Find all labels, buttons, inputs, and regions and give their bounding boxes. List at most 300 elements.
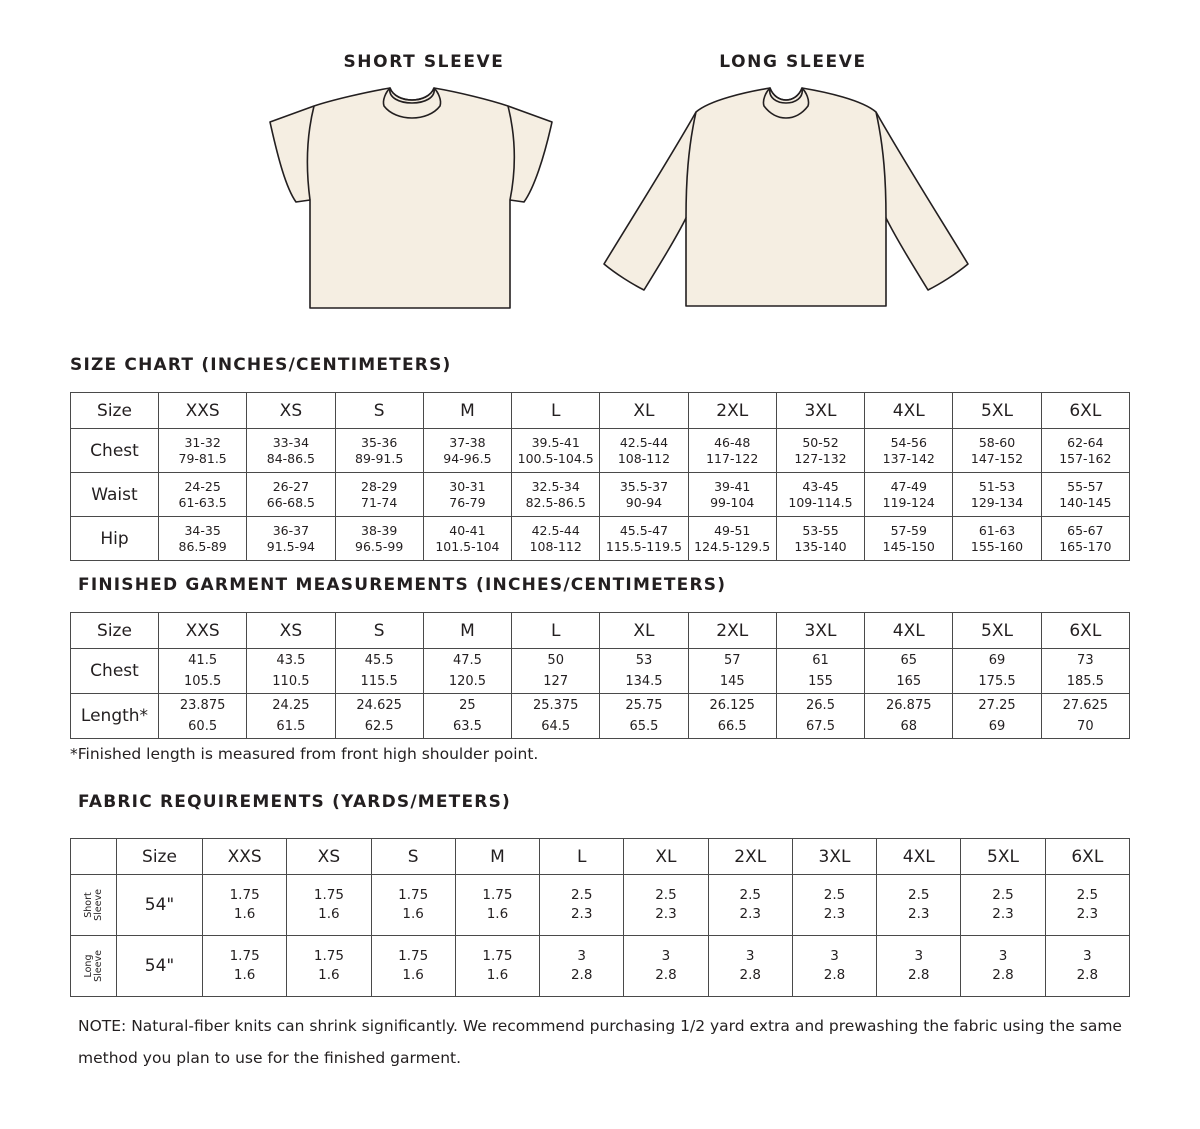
inches-value: 46-48 — [714, 434, 751, 450]
cm-value: 135-140 — [794, 538, 847, 554]
inches-value: 57 — [723, 653, 741, 668]
measurement-cell — [953, 517, 1041, 561]
yards-value: 2.5 — [823, 887, 846, 903]
size-column-header: 3XL — [792, 839, 876, 875]
size-column-header: XL — [600, 393, 688, 429]
size-column-header: XL — [624, 839, 708, 875]
short-sleeve-label: SHORT SLEEVE — [343, 52, 505, 72]
long-sleeve-label: LONG SLEEVE — [719, 52, 867, 72]
fabric-amount-cell — [624, 875, 708, 936]
inches-value: 34-35 — [184, 522, 221, 538]
cm-value: 90-94 — [625, 494, 663, 510]
yards-value: 1.75 — [398, 948, 429, 964]
measurement-cell — [159, 429, 247, 473]
inches-value: 61 — [812, 653, 829, 668]
inches-value: 53-55 — [802, 522, 839, 538]
finished-length-footnote: *Finished length is measured from front high shoulder point. — [70, 745, 539, 763]
measurement-cell — [423, 649, 511, 694]
measurement-label: Hip — [71, 517, 159, 561]
inches-value: 57-59 — [890, 522, 927, 538]
measurement-cell — [688, 429, 776, 473]
size-column-header: XS — [247, 393, 335, 429]
size-chart-row — [71, 473, 1130, 517]
inches-value: 33-34 — [272, 434, 310, 450]
measurement-cell — [247, 517, 335, 561]
cm-value: 127 — [543, 674, 569, 689]
cm-value: 155-160 — [970, 538, 1024, 554]
size-column-header: XXS — [203, 839, 287, 875]
measurement-cell — [247, 473, 335, 517]
cm-value: 120.5 — [448, 674, 487, 689]
measurement-label: Chest — [71, 649, 159, 694]
fabric-amount-cell — [877, 875, 961, 936]
finished-garment-table — [70, 612, 1130, 739]
measurement-cell — [512, 649, 600, 694]
size-column-header: L — [512, 393, 600, 429]
yards-value: 3 — [661, 948, 671, 964]
measurement-cell — [247, 429, 335, 473]
inches-value: 43-45 — [802, 478, 839, 494]
size-column-header: XXS — [159, 613, 247, 649]
inches-value: 42.5-44 — [531, 522, 580, 538]
measurement-cell — [688, 473, 776, 517]
meters-value: 2.3 — [992, 906, 1014, 922]
cm-value: 155 — [808, 674, 833, 689]
size-column-header: S — [335, 393, 423, 429]
fabric-amount-cell — [1045, 875, 1129, 936]
yards-value: 3 — [577, 948, 586, 964]
fabric-amount-cell — [371, 875, 455, 936]
cm-value: 62.5 — [364, 719, 394, 734]
sleeve-type-label — [83, 889, 103, 921]
meters-value: 2.3 — [1076, 906, 1099, 922]
inches-value: 26-27 — [272, 478, 310, 494]
measurement-cell — [159, 694, 247, 739]
measurement-cell — [423, 694, 511, 739]
cm-value: 79-81.5 — [178, 450, 227, 466]
fabric-amount-cell — [708, 936, 792, 997]
inches-value: 26.125 — [709, 698, 755, 713]
cm-value: 63.5 — [452, 719, 482, 734]
measurement-cell — [953, 429, 1041, 473]
inches-value: 31-32 — [184, 434, 221, 450]
measurement-cell — [335, 429, 423, 473]
cm-value: 82.5-86.5 — [525, 494, 586, 510]
measurement-cell — [865, 694, 953, 739]
size-column-header: XXS — [159, 393, 247, 429]
measurement-cell — [1041, 649, 1129, 694]
cm-value: 86.5-89 — [178, 538, 227, 554]
measurement-cell — [423, 429, 511, 473]
size-column-header: M — [423, 393, 511, 429]
fabric-amount-cell — [203, 936, 287, 997]
measurement-cell — [335, 694, 423, 739]
fabric-amount-cell — [287, 936, 371, 997]
size-column-header: 3XL — [776, 393, 864, 429]
measurement-cell — [335, 517, 423, 561]
inches-value: 27.625 — [1062, 698, 1109, 713]
measurement-cell — [865, 429, 953, 473]
size-chart-row — [71, 517, 1130, 561]
inches-value: 50-52 — [802, 434, 839, 450]
inches-value: 25.375 — [532, 698, 579, 713]
measurement-cell — [688, 649, 776, 694]
inches-value: 39.5-41 — [531, 434, 580, 450]
cm-value: 101.5-104 — [435, 538, 500, 554]
fabric-amount-cell — [708, 875, 792, 936]
meters-value: 1.6 — [318, 906, 340, 922]
fabric-amount-cell — [792, 936, 876, 997]
meters-value: 2.8 — [1076, 967, 1099, 983]
cm-value: 127-132 — [794, 450, 847, 466]
measurement-cell — [776, 649, 864, 694]
cm-value: 94-96.5 — [443, 450, 492, 466]
size-column-header: 5XL — [953, 393, 1041, 429]
cm-value: 67.5 — [806, 719, 835, 734]
fabric-requirements-table — [70, 838, 1130, 997]
inches-value: 51-53 — [978, 478, 1016, 494]
fabric-amount-cell — [877, 936, 961, 997]
measurement-cell — [776, 517, 864, 561]
sleeve-type-line2: Sleeve — [92, 949, 104, 982]
inches-value: 23.875 — [179, 698, 226, 713]
size-column-header: S — [371, 839, 455, 875]
inches-value: 40-41 — [449, 522, 486, 538]
size-column-header: 6XL — [1045, 839, 1129, 875]
cm-value: 140-145 — [1059, 494, 1112, 510]
measurement-cell — [953, 649, 1041, 694]
short-sleeve-tee-illustration — [262, 78, 562, 314]
meters-value: 1.6 — [233, 967, 256, 983]
inches-value: 24-25 — [184, 478, 221, 494]
size-header-cell: Size — [117, 839, 203, 875]
measurement-cell — [776, 473, 864, 517]
cm-value: 96.5-99 — [355, 538, 404, 554]
yards-value: 3 — [745, 948, 755, 964]
fabric-amount-cell — [792, 875, 876, 936]
meters-value: 1.6 — [486, 967, 509, 983]
measurement-label: Length* — [71, 694, 159, 739]
sleeve-type-cell — [71, 875, 117, 936]
finished-header-row — [71, 613, 1130, 649]
cm-value: 61-63.5 — [178, 494, 227, 510]
measurement-cell — [423, 473, 511, 517]
measurement-cell — [423, 517, 511, 561]
cm-value: 110.5 — [272, 674, 310, 689]
size-column-header: 5XL — [961, 839, 1045, 875]
inches-value: 24.25 — [272, 698, 310, 713]
size-column-header: 3XL — [776, 613, 864, 649]
inches-value: 45.5 — [364, 653, 394, 668]
measurement-cell — [247, 694, 335, 739]
fabric-amount-cell — [371, 936, 455, 997]
yards-value: 2.5 — [570, 887, 593, 903]
meters-value: 1.6 — [402, 906, 424, 922]
cm-value: 105.5 — [184, 674, 222, 689]
yards-value: 1.75 — [398, 887, 429, 903]
measurement-cell — [953, 473, 1041, 517]
sleeve-type-label — [83, 950, 103, 982]
measurement-cell — [512, 429, 600, 473]
meters-value: 1.6 — [233, 906, 256, 922]
measurement-label: Chest — [71, 429, 159, 473]
meters-value: 2.8 — [908, 967, 930, 983]
fabric-row — [71, 936, 1130, 997]
cm-value: 185.5 — [1066, 674, 1104, 689]
cm-value: 61.5 — [276, 719, 306, 734]
inches-value: 39-41 — [714, 478, 751, 494]
size-chart-title: SIZE CHART (INCHES/CENTIMETERS) — [70, 355, 452, 375]
inches-value: 61-63 — [978, 522, 1016, 538]
cm-value: 70 — [1077, 719, 1094, 734]
size-column-header: 4XL — [865, 613, 953, 649]
meters-value: 1.6 — [486, 906, 509, 922]
inches-value: 42.5-44 — [619, 434, 669, 450]
yards-value: 1.75 — [482, 948, 513, 964]
finished-row — [71, 694, 1130, 739]
yards-value: 2.5 — [992, 887, 1014, 903]
measurement-cell — [335, 473, 423, 517]
cm-value: 109-114.5 — [788, 494, 853, 510]
measurement-cell — [688, 517, 776, 561]
size-column-header: 6XL — [1041, 613, 1129, 649]
size-column-header: XL — [600, 613, 688, 649]
size-column-header: XS — [247, 613, 335, 649]
yards-value: 2.5 — [739, 887, 761, 903]
inches-value: 55-57 — [1067, 478, 1104, 494]
meters-value: 1.6 — [402, 967, 424, 983]
inches-value: 54-56 — [890, 434, 927, 450]
yards-value: 3 — [1083, 948, 1092, 964]
yards-value: 1.75 — [313, 887, 344, 903]
size-column-header: 2XL — [708, 839, 792, 875]
cm-value: 115.5-119.5 — [605, 538, 682, 554]
measurement-cell — [865, 473, 953, 517]
cm-value: 137-142 — [882, 450, 935, 466]
inches-value: 47.5 — [452, 653, 482, 668]
inches-value: 65 — [900, 653, 918, 668]
inches-value: 47-49 — [890, 478, 927, 494]
inches-value: 25 — [459, 698, 476, 713]
fabric-amount-cell — [961, 875, 1045, 936]
measurement-label: Waist — [71, 473, 159, 517]
cm-value: 129-134 — [970, 494, 1024, 510]
fabric-width-cell: 54" — [117, 875, 203, 936]
inches-value: 69 — [988, 653, 1006, 668]
measurement-cell — [865, 649, 953, 694]
size-chart-row — [71, 429, 1130, 473]
cm-value: 115.5 — [360, 674, 398, 689]
meters-value: 2.3 — [570, 906, 593, 922]
measurement-cell — [1041, 694, 1129, 739]
measurement-cell — [1041, 473, 1129, 517]
size-column-header: 4XL — [877, 839, 961, 875]
fabric-amount-cell — [961, 936, 1045, 997]
size-column-header: M — [423, 613, 511, 649]
yards-value: 3 — [914, 948, 924, 964]
cm-value: 66.5 — [717, 719, 747, 734]
inches-value: 38-39 — [361, 522, 398, 538]
cm-value: 134.5 — [625, 674, 663, 689]
inches-value: 26.875 — [886, 698, 932, 713]
size-column-header: 5XL — [953, 613, 1041, 649]
cm-value: 165 — [896, 674, 922, 689]
measurement-cell — [600, 649, 688, 694]
cm-value: 66-68.5 — [266, 494, 316, 510]
inches-value: 45.5-47 — [619, 522, 669, 538]
measurement-cell — [247, 649, 335, 694]
inches-value: 35-36 — [361, 434, 398, 450]
cm-value: 108-112 — [617, 450, 671, 466]
fabric-amount-cell — [203, 875, 287, 936]
size-column-header: 6XL — [1041, 393, 1129, 429]
measurement-cell — [953, 694, 1041, 739]
yards-value: 1.75 — [229, 887, 260, 903]
measurement-cell — [512, 694, 600, 739]
finished-garment-title: FINISHED GARMENT MEASUREMENTS (INCHES/CENTIMETERS) — [78, 575, 727, 595]
size-column-header: S — [335, 613, 423, 649]
size-column-header: L — [540, 839, 624, 875]
cm-value: 145-150 — [882, 538, 935, 554]
measurement-cell — [600, 694, 688, 739]
size-header-cell: Size — [71, 393, 159, 429]
cm-value: 71-74 — [361, 494, 398, 510]
inches-value: 65-67 — [1067, 522, 1104, 538]
size-column-header: 2XL — [688, 393, 776, 429]
inches-value: 73 — [1077, 653, 1094, 668]
cm-value: 124.5-129.5 — [694, 538, 771, 554]
inches-value: 49-51 — [714, 522, 751, 538]
yards-value: 1.75 — [229, 948, 260, 964]
cm-value: 175.5 — [978, 674, 1016, 689]
fabric-amount-cell — [624, 936, 708, 997]
measurement-cell — [1041, 517, 1129, 561]
sleeve-type-line1: Short — [82, 891, 94, 918]
cm-value: 65.5 — [629, 719, 659, 734]
inches-value: 32.5-34 — [531, 478, 580, 494]
size-header-cell: Size — [71, 613, 159, 649]
inches-value: 53 — [635, 653, 653, 668]
fabric-amount-cell — [455, 875, 539, 936]
finished-row — [71, 649, 1130, 694]
meters-value: 1.6 — [318, 967, 340, 983]
inches-value: 62-64 — [1067, 434, 1104, 450]
fabric-amount-cell — [540, 936, 624, 997]
inches-value: 30-31 — [449, 478, 486, 494]
measurement-cell — [600, 429, 688, 473]
yards-value: 3 — [998, 948, 1008, 964]
measurement-cell — [512, 473, 600, 517]
measurement-cell — [600, 517, 688, 561]
cm-value: 89-91.5 — [355, 450, 404, 466]
yards-value: 1.75 — [482, 887, 513, 903]
cm-value: 165-170 — [1059, 538, 1112, 554]
meters-value: 2.3 — [655, 906, 677, 922]
measurement-cell — [512, 517, 600, 561]
measurement-cell — [776, 429, 864, 473]
fabric-amount-cell — [1045, 936, 1129, 997]
meters-value: 2.8 — [570, 967, 593, 983]
size-chart-table — [70, 392, 1130, 561]
inches-value: 50 — [547, 653, 564, 668]
size-chart-header-row — [71, 393, 1130, 429]
size-column-header: XS — [287, 839, 371, 875]
inches-value: 28-29 — [361, 478, 398, 494]
fabric-amount-cell — [540, 875, 624, 936]
cm-value: 108-112 — [529, 538, 582, 554]
fabric-note: NOTE: Natural-fiber knits can shrink significantly. We recommend purchasing 1/2 yard extra and prewashing the fabric using the same method you plan to use for the finished garment. — [78, 1017, 1122, 1067]
cm-value: 69 — [988, 719, 1006, 734]
cm-value: 76-79 — [449, 494, 486, 510]
yards-value: 2.5 — [1076, 887, 1099, 903]
cm-value: 68 — [900, 719, 918, 734]
cm-value: 64.5 — [541, 719, 571, 734]
empty-corner-cell — [71, 839, 117, 875]
sleeve-type-cell — [71, 936, 117, 997]
fabric-amount-cell — [287, 875, 371, 936]
fabric-amount-cell — [455, 936, 539, 997]
measurement-cell — [600, 473, 688, 517]
size-column-header: L — [512, 613, 600, 649]
inches-value: 26.5 — [806, 698, 835, 713]
cm-value: 99-104 — [710, 494, 755, 510]
cm-value: 145 — [719, 674, 745, 689]
size-column-header: M — [455, 839, 539, 875]
measurement-cell — [776, 694, 864, 739]
inches-value: 27.25 — [978, 698, 1016, 713]
measurement-cell — [865, 517, 953, 561]
yards-value: 3 — [830, 948, 839, 964]
cm-value: 84-86.5 — [266, 450, 316, 466]
yards-value: 2.5 — [908, 887, 930, 903]
size-column-header: 4XL — [865, 393, 953, 429]
cm-value: 117-122 — [706, 450, 759, 466]
fabric-requirements-title: FABRIC REQUIREMENTS (YARDS/METERS) — [78, 792, 511, 812]
measurement-cell — [159, 517, 247, 561]
inches-value: 43.5 — [276, 653, 306, 668]
measurement-cell — [688, 694, 776, 739]
meters-value: 2.3 — [739, 906, 761, 922]
sleeve-type-line2: Sleeve — [92, 888, 104, 921]
measurement-cell — [159, 649, 247, 694]
fabric-row — [71, 875, 1130, 936]
inches-value: 36-37 — [272, 522, 310, 538]
cm-value: 91.5-94 — [266, 538, 316, 554]
cm-value: 119-124 — [882, 494, 935, 510]
yards-value: 2.5 — [655, 887, 677, 903]
inches-value: 25.75 — [625, 698, 663, 713]
inches-value: 58-60 — [978, 434, 1016, 450]
cm-value: 100.5-104.5 — [517, 450, 594, 466]
yards-value: 1.75 — [313, 948, 344, 964]
long-sleeve-tee-illustration — [602, 78, 982, 314]
measurement-cell — [335, 649, 423, 694]
inches-value: 41.5 — [188, 653, 218, 668]
meters-value: 2.8 — [823, 967, 846, 983]
meters-value: 2.8 — [739, 967, 761, 983]
cm-value: 60.5 — [188, 719, 218, 734]
meters-value: 2.3 — [823, 906, 846, 922]
measurement-cell — [1041, 429, 1129, 473]
inches-value: 37-38 — [449, 434, 486, 450]
measurement-cell — [159, 473, 247, 517]
sleeve-type-line1: Long — [82, 954, 94, 978]
inches-value: 35.5-37 — [619, 478, 669, 494]
cm-value: 157-162 — [1059, 450, 1112, 466]
meters-value: 2.8 — [992, 967, 1014, 983]
meters-value: 2.3 — [908, 906, 930, 922]
cm-value: 147-152 — [970, 450, 1024, 466]
